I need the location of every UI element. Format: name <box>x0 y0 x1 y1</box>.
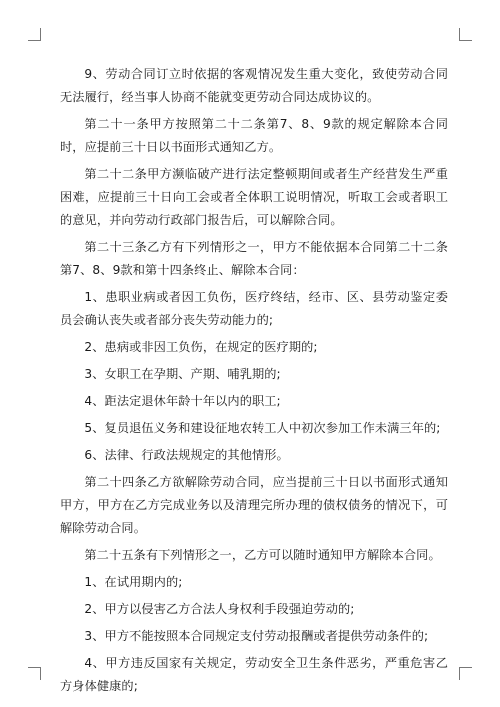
paragraph: 6、法律、行政法规规定的其他情形。 <box>84 448 289 462</box>
paragraph: 第二十一条甲方按照第二十二条第7、8、9款的规定解除本合同时，应提前三十日以书面形式通知乙方。 <box>60 117 448 154</box>
paragraph: 4、距法定退休年龄十年以内的职工; <box>84 394 281 408</box>
paragraph: 2、患病或非因工负伤，在规定的医疗期的; <box>84 340 318 354</box>
paragraph: 3、女职工在孕期、产期、哺乳期的; <box>84 367 281 381</box>
crop-mark-top-left <box>28 28 41 41</box>
paragraph: 9、劳动合同订立时依据的客观情况发生重大变化，致使劳动合同无法履行，经当事人协商不能就变更劳动合同达成协议的。 <box>60 67 448 104</box>
paragraph: 4、甲方违反国家有关规定，劳动安全卫生条件恶劣，严重危害乙方身体健康的; <box>60 656 448 693</box>
paragraph: 5、复员退伍义务和建设征地农转工人中初次参加工作未满三年的; <box>84 421 441 435</box>
crop-mark-bottom-left <box>28 667 41 680</box>
paragraph: 1、在试用期内的; <box>84 575 183 589</box>
paragraph: 第二十三条乙方有下列情形之一，甲方不能依据本合同第二十二条第7、8、9款和第十四条终止、解除本合同： <box>60 240 448 277</box>
document-body <box>60 63 448 698</box>
paragraph: 第二十四条乙方欲解除劳动合同，应当提前三十日以书面形式通知甲方，甲方在乙方完成业务以及清理完所办理的债权债务的情况下，可解除劳动合同。 <box>60 475 448 535</box>
paragraph: 1、患职业病或者因工负伤，医疗终结，经市、区、县劳动鉴定委员会确认丧失或者部分丧失劳动能力的; <box>60 290 448 327</box>
crop-mark-bottom-right <box>459 667 472 680</box>
paragraph: 2、甲方以侵害乙方合法人身权利手段强迫劳动的; <box>84 602 355 616</box>
paragraph: 第二十五条有下列情形之一，乙方可以随时通知甲方解除本合同。 <box>84 548 441 562</box>
paragraph: 3、甲方不能按照本合同规定支付劳动报酬或者提供劳动条件的; <box>84 629 429 643</box>
crop-mark-top-right <box>459 28 472 41</box>
paragraph: 第二十二条甲方濒临破产进行法定整顿期间或者生产经营发生严重困难，应提前三十日向工会或者全体职工说明情况，听取工会或者职工的意见，并向劳动行政部门报告后，可以解除合同。 <box>60 167 448 227</box>
